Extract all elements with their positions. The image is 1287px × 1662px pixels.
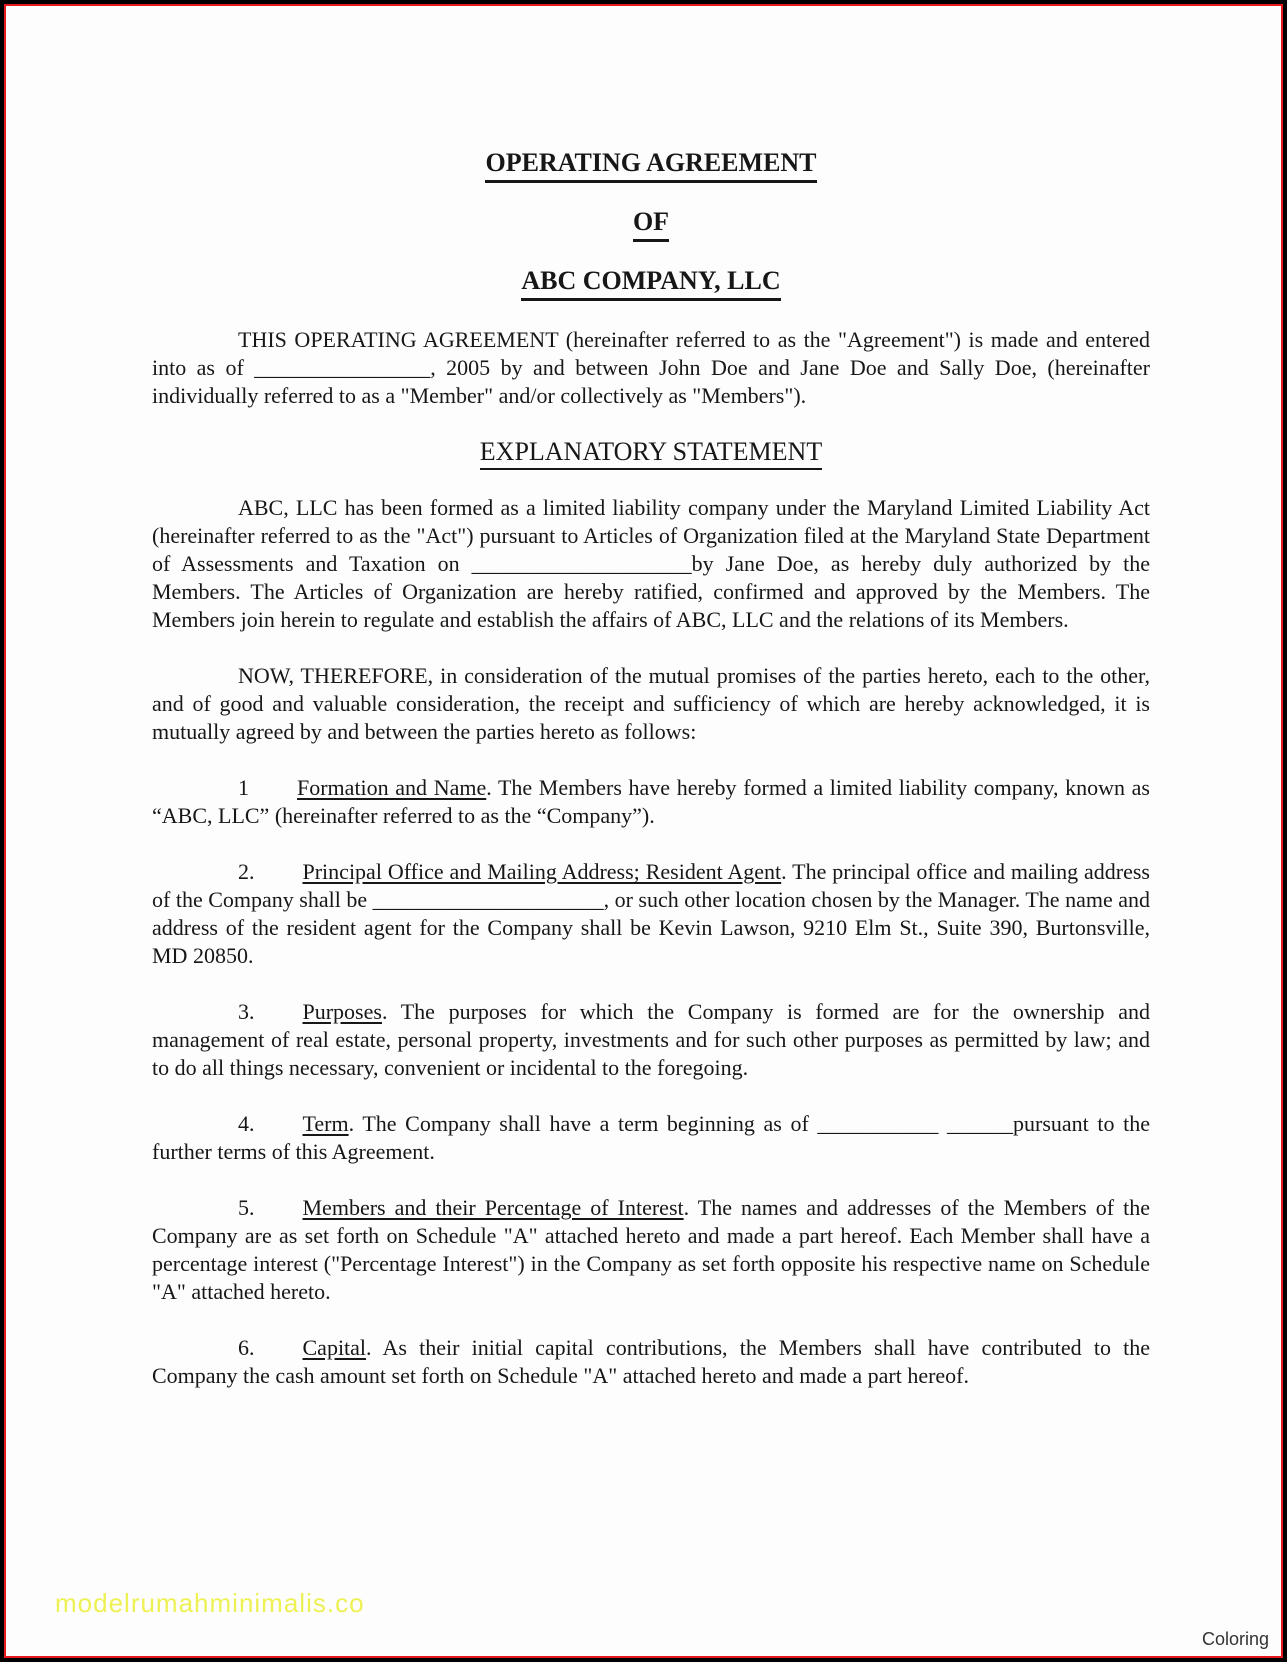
section-1-body: . The Members have hereby formed a limited liability company, known as “ABC, LLC” (hereinafter referred to as the “Company”).: [152, 775, 1150, 828]
section-3-body: . The purposes for which the Company is formed are for the ownership and management of real estate, personal property, investments and for such other purposes as permitted by law; and to do all things necessary, convenient or incidental to the foregoing.: [152, 999, 1150, 1080]
document-title-text-1: OPERATING AGREEMENT: [485, 148, 816, 183]
explanatory-statement-heading: [152, 438, 1150, 466]
document-title-line-1: [152, 149, 1150, 177]
section-6-body: . As their initial capital contributions, the Members shall have contributed to the Company the cash amount set forth on Schedule "A" attached hereto and made a part hereof.: [152, 1335, 1150, 1388]
section-2-body: . The principal office and mailing address of the Company shall be _____________________, or such other location chosen by the Manager. The name and address of the resident agent for the Company shall be Kevin Lawson, 9210 Elm St., Suite 390, Burtonsville, MD 20850.: [152, 859, 1150, 968]
section-5-number: 5.: [238, 1195, 255, 1220]
section-1-formation-and-name: [152, 774, 1150, 830]
section-1-number: 1: [238, 775, 249, 800]
section-3-purposes: [152, 998, 1150, 1082]
explanatory-statement-heading-text: EXPLANATORY STATEMENT: [480, 437, 822, 470]
section-3-number: 3.: [238, 999, 255, 1024]
document-title-line-2: [152, 208, 1150, 236]
section-5-body: . The names and addresses of the Members of the Company are as set forth on Schedule "A" attached hereto and made a part hereof. Each Member shall have a percentage interest ("Percentage Interest") in the Company as set forth opposite his respective name on Schedule "A" attached hereto.: [152, 1195, 1150, 1304]
now-therefore-paragraph: NOW, THEREFORE, in consideration of the mutual promises of the parties hereto, each to the other, and of good and valuable consideration, the receipt and sufficiency of which are hereby acknowledged, it is mutually agreed by and between the parties hereto as follows:: [152, 663, 1150, 744]
document-title-text-3: ABC COMPANY, LLC: [521, 266, 780, 301]
document-title-line-3: [152, 267, 1150, 295]
section-4-heading: Term: [302, 1111, 349, 1136]
intro-paragraph: THIS OPERATING AGREEMENT (hereinafter referred to as the "Agreement") is made and entered into as of ________________, 2005 by and between John Doe and Jane Doe and Sally Doe, (hereinafter individually referred to as a "Member" and/or collectively as "Members").: [152, 327, 1150, 408]
section-6-capital: [152, 1334, 1150, 1390]
document-content: [6, 6, 1281, 1390]
section-2-principal-office: [152, 858, 1150, 970]
explanatory-statement-paragraph: ABC, LLC has been formed as a limited liability company under the Maryland Limited Liability Act (hereinafter referred to as the "Act") pursuant to Articles of Organization filed at the Maryland State Department of Assessments and Taxation on ____________________by Jane Doe, as hereby duly authorized by the Members. The Articles of Organization are hereby ratified, confirmed and approved by the Members. The Members join herein to regulate and establish the affairs of ABC, LLC and the relations of its Members.: [152, 495, 1150, 632]
section-5-members-percentage: [152, 1194, 1150, 1306]
section-2-heading: Principal Office and Mailing Address; Resident Agent: [302, 859, 782, 884]
section-4-body: . The Company shall have a term beginning as of ___________ ______pursuant to the further terms of this Agreement.: [152, 1111, 1150, 1164]
section-2-number: 2.: [238, 859, 255, 884]
section-5-heading: Members and their Percentage of Interest: [302, 1195, 684, 1220]
document-title-text-2: OF: [633, 207, 669, 242]
section-4-term: [152, 1110, 1150, 1166]
section-4-number: 4.: [238, 1111, 255, 1136]
document-page: [4, 4, 1283, 1658]
footer-caption: Coloring: [1201, 1629, 1269, 1649]
section-6-heading: Capital: [302, 1335, 367, 1360]
section-6-number: 6.: [238, 1335, 255, 1360]
section-3-heading: Purposes: [302, 999, 382, 1024]
watermark-text: modelrumahminimalis.co: [55, 1588, 365, 1618]
section-1-heading: Formation and Name: [297, 775, 487, 800]
